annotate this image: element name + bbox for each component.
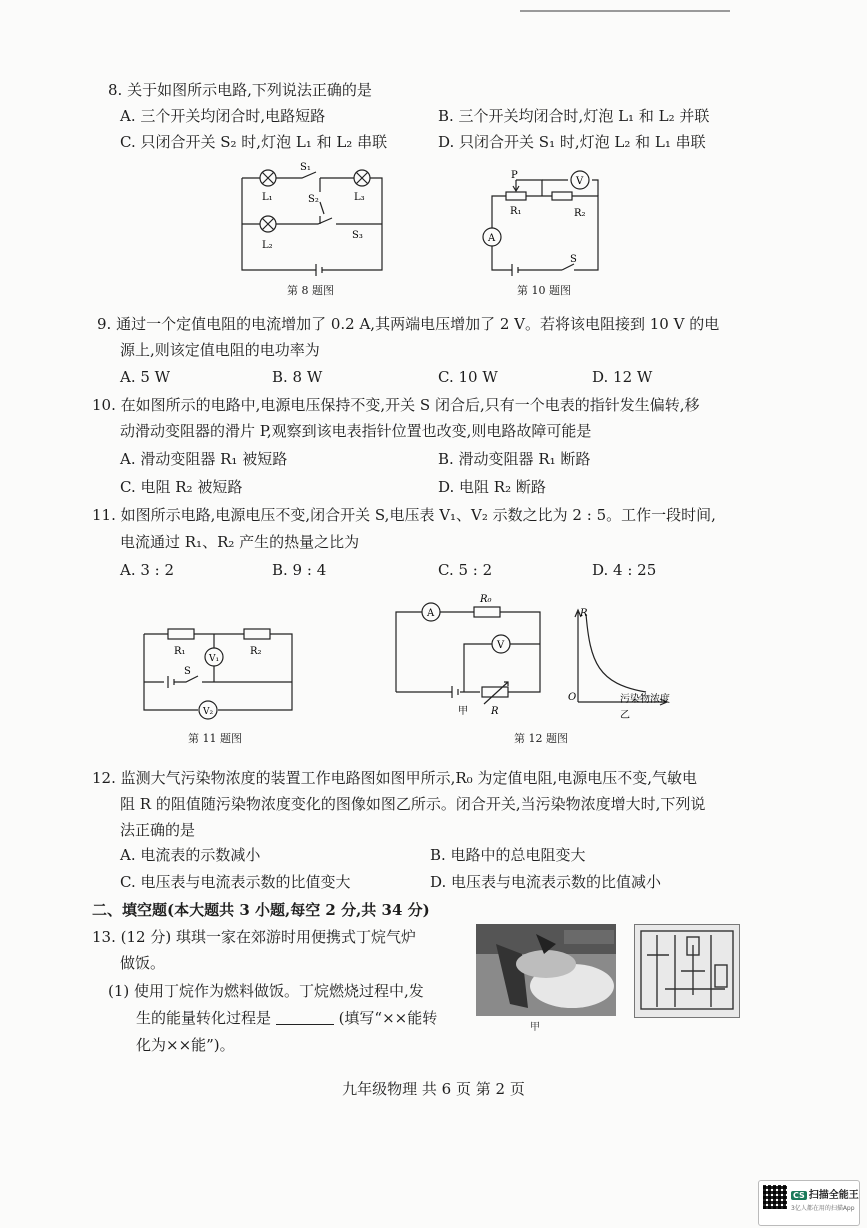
q12-graph-axis-y: R [580,608,588,619]
q8-circuit-diagram [232,158,392,278]
q8-figure-caption: 第 8 题图 [287,284,334,297]
q11-option-d: D. 4 : 25 [592,561,657,579]
q9-stem-line2: 源上,则该定值电阻的电功率为 [120,341,320,359]
q11-circuit-diagram [138,622,298,726]
q13-part1-line2 [136,1008,437,1028]
q13-part1-line3: 化为××能”)。 [136,1036,235,1054]
q12-label-a: A [427,608,435,619]
q11-stem-line1: 11. 如图所示电路,电源电压不变,闭合开关 S,电压表 V₁、V₂ 示数之比为 2 : 5。工作一段时间, [92,506,716,524]
q10-circuit-diagram [482,158,612,278]
q10-option-a: A. 滑动变阻器 R₁ 被短路 [120,450,288,468]
scanner-logo: CS 扫描全能王 [793,1190,859,1201]
q11-label-v2: V₂ [203,707,214,717]
q12-graph-origin: O [568,692,577,703]
q12-stem-line1: 12. 监测大气污染物浓度的装置工作电路图如图甲所示,R₀ 为定值电阻,电源电压不变,气敏电 [92,769,698,787]
q12-stem-line2: 阻 R 的阻值随污染物浓度变化的图像如图乙所示。闭合开关,当污染物浓度增大时,下列说 [120,795,706,813]
q13-part1-prefix: 生的能量转化过程是 [136,1009,272,1027]
q8-stem: 8. 关于如图所示电路,下列说法正确的是 [108,81,372,99]
q12-option-a: A. 电流表的示数减小 [120,846,261,864]
q12-label-r: R [491,706,499,716]
scanner-watermark-badge [758,1180,860,1226]
q8-label-l2: L₂ [262,240,273,251]
q12-option-c: C. 电压表与电流表示数的比值变大 [120,873,351,891]
q12-option-d: D. 电压表与电流表示数的比值减小 [430,873,662,891]
section-2-heading: 二、填空题(本大题共 3 小题,每空 2 分,共 34 分) [92,901,430,919]
q9-stem-line1: 9. 通过一个定值电阻的电流增加了 0.2 A,其两端电压增加了 2 V。若将该电阻接到 10 V 的电 [97,315,720,333]
q8-label-s1: S₁ [300,162,311,173]
q10-stem-line1: 10. 在如图所示的电路中,电源电压保持不变,开关 S 闭合后,只有一个电表的指针发生偏转,移 [92,396,700,414]
q12-stem-line3: 法正确的是 [120,821,196,839]
q12-option-b: B. 电路中的总电阻变大 [430,846,586,864]
q8-option-a: A. 三个开关均闭合时,电路短路 [120,107,326,125]
q10-label-p: P [511,170,518,181]
q13-photo-label: 甲 [530,1022,540,1033]
q8-label-s3: S₃ [352,230,363,241]
q10-label-r2: R₂ [574,208,586,219]
qr-code-icon [763,1185,787,1209]
q12-label-jia: 甲 [458,706,468,716]
page-footer: 九年级物理 共 6 页 第 2 页 [342,1080,525,1098]
q11-option-b: B. 9 : 4 [272,561,327,579]
q10-option-b: B. 滑动变阻器 R₁ 断路 [438,450,591,468]
q8-option-d: D. 只闭合开关 S₁ 时,灯泡 L₂ 和 L₁ 串联 [438,133,706,151]
q10-label-s: S [570,254,577,265]
q10-figure-caption: 第 10 题图 [517,284,571,297]
q11-label-v1: V₁ [209,654,220,664]
q13-part1-line1: (1) 使用丁烷作为燃料做饭。丁烷燃烧过程中,发 [108,982,424,1000]
q10-option-c: C. 电阻 R₂ 被短路 [120,478,243,496]
q9-option-d: D. 12 W [592,368,653,386]
header-rule [520,10,730,12]
q10-label-r1: R₁ [510,206,522,217]
q11-label-r2: R₂ [250,646,262,657]
q13-answer-blank[interactable] [276,1010,334,1025]
q12-label-r0: R₀ [480,594,492,605]
q9-option-a: A. 5 W [120,368,171,386]
q13-stem-line2: 做饭。 [120,954,166,972]
q11-label-r1: R₁ [174,646,186,657]
q12-graph-axis-x: 污染物浓度 [620,694,670,705]
q8-label-s2: S₂ [308,194,319,205]
q10-stem-line2: 动滑动变阻器的滑片 P,观察到该电表指针位置也改变,则电路故障可能是 [120,422,592,440]
q12-figure-caption: 第 12 题图 [514,732,568,745]
q8-label-l3: L₃ [354,192,365,203]
q11-label-s: S [184,666,191,677]
q12-circuit-diagram [392,592,552,716]
q13-part1-suffix: (填写“××能转 [338,1009,438,1027]
q13-stove-photo [476,924,616,1016]
q9-option-c: C. 10 W [438,368,498,386]
q11-option-a: A. 3 : 2 [120,561,175,579]
q9-option-b: B. 8 W [272,368,323,386]
q13-stove-schematic [634,924,740,1018]
q8-option-c: C. 只闭合开关 S₂ 时,灯泡 L₁ 和 L₂ 串联 [120,133,388,151]
q10-label-a: A [488,233,496,244]
q11-figure-caption: 第 11 题图 [188,732,242,745]
q10-option-d: D. 电阻 R₂ 断路 [438,478,546,496]
q12-label-v: V [497,640,505,651]
q10-label-v: V [576,176,584,187]
q8-label-l1: L₁ [262,192,273,203]
q8-option-b: B. 三个开关均闭合时,灯泡 L₁ 和 L₂ 并联 [438,107,710,125]
q11-option-c: C. 5 : 2 [438,561,493,579]
q12-label-yi: 乙 [620,710,630,720]
scanner-tagline: 3亿人都在用的扫描App [791,1205,855,1212]
q12-resistance-graph [566,602,676,720]
q11-stem-line2: 电流通过 R₁、R₂ 产生的热量之比为 [120,533,360,551]
q13-stem-line1: 13. (12 分) 琪琪一家在郊游时用便携式丁烷气炉 [92,928,416,946]
